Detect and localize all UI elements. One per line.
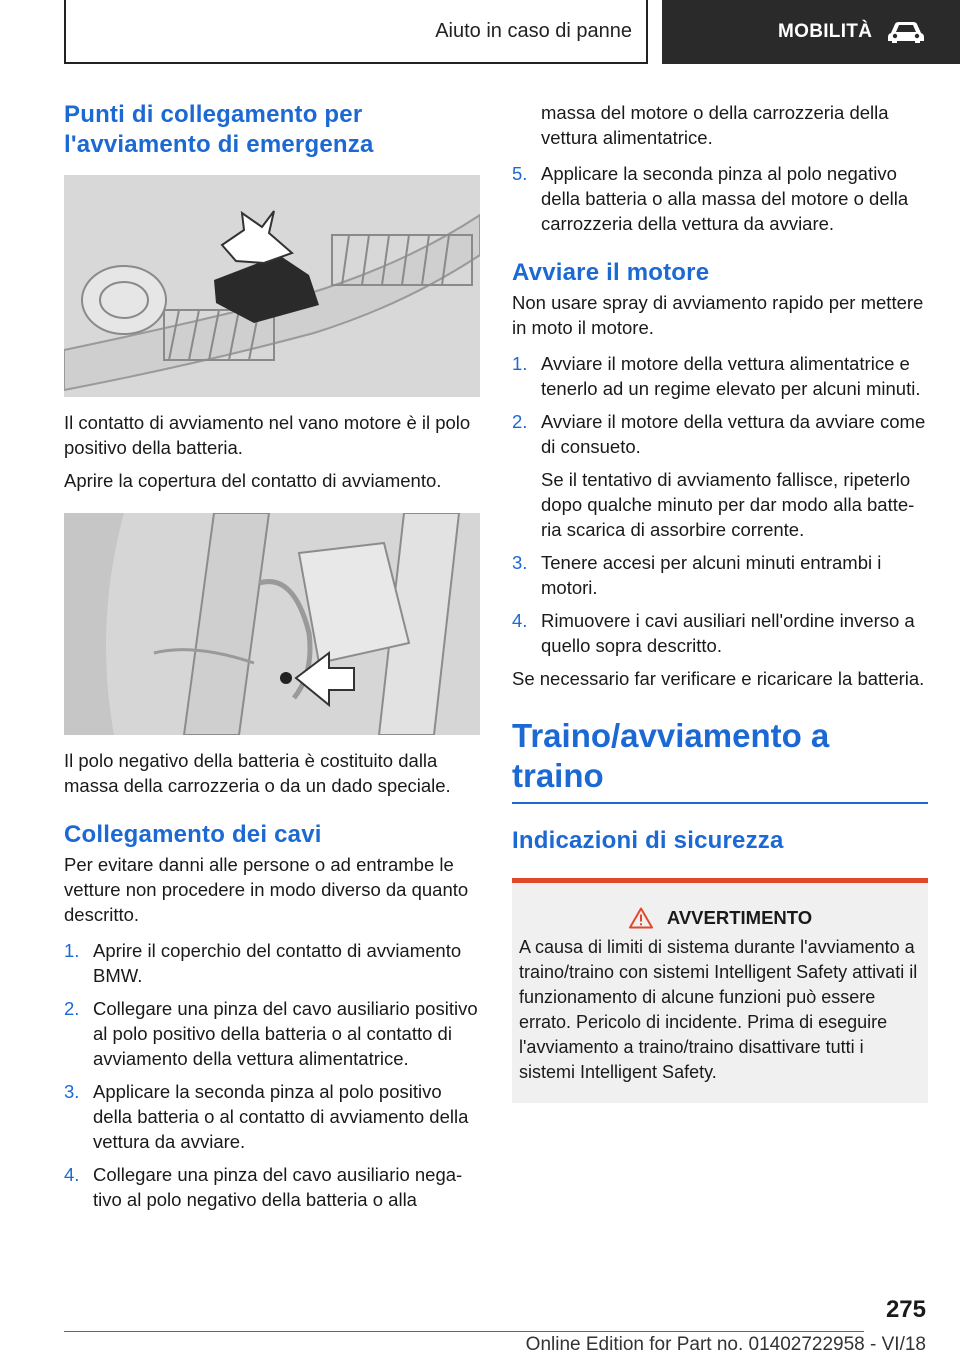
text-negative-pole: Il polo negativo della batteria è costituito dalla massa della carrozzeria o da un dado speciale.: [64, 750, 451, 796]
heading-start-engine: Avviare il motore: [512, 259, 710, 286]
footer-divider: [64, 1331, 864, 1332]
heading-connect-cables: Collegamento dei cavi: [64, 821, 322, 848]
text-positive-pole: Il contatto di avviamento nel vano motore è il polo positivo della batteria.: [64, 412, 471, 458]
chapter-tab: [662, 0, 960, 64]
heading-safety-notes: Indicazioni di sicurezza: [512, 827, 784, 854]
start-steps-list: [512, 351, 928, 658]
list-item: 1. Avviare il motore della vettura alimentatrice e tenerlo ad un regime elevato per alcuni minuti.: [512, 353, 921, 399]
list-item: 2. Avviare il motore della vettura da avviare come di consueto. Se il tentativo di avviamento fallisce, ripeterlo dopo qualche minuto per dar modo alla batteria scarica di assorbire corrente.: [512, 411, 926, 540]
running-header: [64, 0, 648, 64]
heading-jump-start-points: Punti di collegamento per l'avviamento di emergenza: [64, 101, 374, 158]
chapter-title: MOBILITÀ: [778, 21, 873, 42]
engine-bay-figure-negative: [64, 513, 480, 735]
cable-steps-list: [64, 938, 480, 1212]
text-open-cover: Aprire la copertura del contatto di avviamento.: [64, 470, 442, 491]
page-number: 275: [885, 1296, 926, 1323]
text-check-battery: Se necessario far verificare e ricaricare la batteria.: [512, 668, 925, 689]
text-no-starter-spray: Non usare spray di avviamento rapido per mettere in moto il motore.: [512, 292, 924, 338]
footer-edition: Online Edition for Part no. 01402722958 - VI/18: [525, 1334, 926, 1355]
chapter-heading-towing: Traino/avviamento a traino: [512, 717, 830, 794]
list-item: 1. Aprire il coperchio del contatto di avviamento BMW.: [64, 940, 462, 986]
list-item: 5. Applicare la seconda pinza al polo negativo della batteria o alla massa del motore o della carrozzeria della vettura da avviare.: [512, 163, 909, 234]
heading-rule: [512, 802, 928, 804]
engine-bay-figure-positive: [64, 175, 480, 397]
car-icon: [886, 19, 926, 45]
list-item: 2. Collegare una pinza del cavo ausiliario positivo al polo positivo della batteria o al contatto di avviamento della vettura alimentatrice.: [64, 998, 478, 1069]
list-item: 4. Rimuovere i cavi ausiliari nell'ordine inverso a quello sopra descritto.: [512, 610, 915, 656]
section-title: Aiuto in caso di panne: [435, 19, 632, 42]
warning-triangle-icon: [629, 907, 653, 929]
right-column: [512, 100, 928, 1103]
warning-text: A causa di limiti di sistema durante l'avviamento a traino/traino con sistemi Intelligent Safety attivati il funzionamento di alcune funzioni può essere errato. Pericolo di incidente. Prima di eseguire l'avviamento a traino/traino disattivare tutti i sistemi Intelligent Safety.: [519, 937, 918, 1082]
cable-steps-list-continued: [512, 161, 928, 236]
text-step4-continued: massa del motore o della carrozzeria della vettura alimentatrice.: [541, 102, 889, 148]
warning-box: [512, 878, 928, 1103]
list-item: 3. Applicare la seconda pinza al polo positivo della batteria o al contatto di avviamento della vettura da avviare.: [64, 1081, 469, 1152]
list-item: 3. Tenere accesi per alcuni minuti entrambi i motori.: [512, 552, 882, 598]
warning-title: AVVERTIMENTO: [519, 907, 922, 929]
left-column: [64, 100, 480, 1212]
list-item: 4. Collegare una pinza del cavo ausiliario negativo al polo negativo della batteria o alla: [64, 1164, 463, 1210]
text-cable-safety: Per evitare danni alle persone o ad entrambe le vetture non procedere in modo diverso da quanto descritto.: [64, 854, 469, 925]
